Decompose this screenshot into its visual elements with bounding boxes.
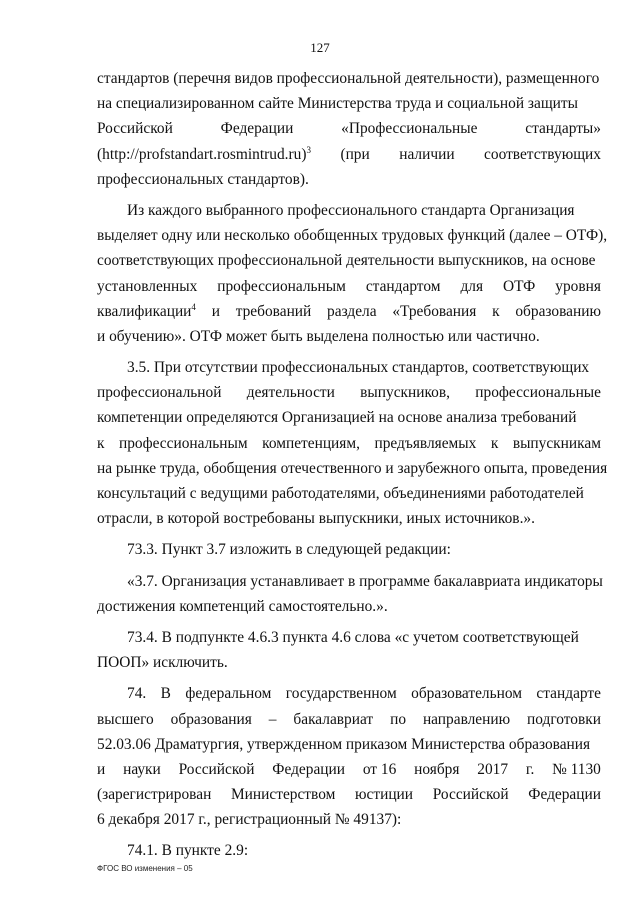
text-word: «Профессиональные bbox=[341, 120, 478, 138]
text-word: стандарте bbox=[536, 685, 601, 703]
text-word: профессиональным bbox=[118, 434, 248, 452]
text-word: государственном bbox=[285, 685, 397, 703]
text-word-with-footnote bbox=[97, 299, 196, 324]
text-word: отрасли, в которой востребованы выпускники, иных источников.». bbox=[97, 510, 535, 528]
text-line bbox=[97, 198, 601, 223]
text-word: (http://profstandart.rosmintrud.ru) bbox=[97, 145, 307, 163]
text-line bbox=[97, 481, 601, 506]
text-line bbox=[97, 91, 601, 116]
text-word: к bbox=[492, 302, 500, 320]
text-word: 73.4. В подпункте 4.6.3 пункта 4.6 слова «с учетом соответствующей bbox=[127, 628, 579, 646]
text-line bbox=[97, 732, 601, 757]
text-word: на рынке труда, обобщения отечественного и зарубежного опыта, проведения bbox=[97, 459, 608, 477]
text-word: 2017 bbox=[477, 760, 509, 778]
text-word: 73.3. Пункт 3.7 изложить в следующей редакции: bbox=[127, 541, 451, 559]
text-word: раздела bbox=[327, 302, 377, 320]
text-word: наличии bbox=[399, 145, 455, 163]
footnote-marker: 4 bbox=[191, 301, 196, 312]
text-word: установленных bbox=[97, 277, 198, 295]
text-word: бакалавриат bbox=[293, 710, 374, 728]
text-line bbox=[97, 142, 601, 167]
text-word: образовательном bbox=[411, 685, 522, 703]
text-word: г. bbox=[525, 760, 535, 778]
text-line bbox=[97, 506, 601, 531]
text-word: уровня bbox=[555, 277, 601, 295]
text-word: и обучению». ОТФ может быть выделена полностью или частично. bbox=[97, 327, 540, 345]
text-word: по bbox=[390, 710, 407, 728]
text-word: Федерации bbox=[272, 760, 345, 778]
text-word: образованию bbox=[515, 302, 601, 320]
text-line bbox=[97, 223, 608, 248]
text-word: подготовки bbox=[527, 710, 601, 728]
text-word: стандарты» bbox=[525, 120, 601, 138]
text-word: ПООП» исключить. bbox=[97, 654, 228, 672]
text-word: (зарегистрирован bbox=[97, 786, 212, 804]
text-word: федеральном bbox=[185, 685, 272, 703]
text-word: – bbox=[268, 710, 277, 728]
text-word: Российской bbox=[178, 760, 255, 778]
text-line bbox=[97, 405, 601, 430]
text-word: достижения компетенций самостоятельно.». bbox=[97, 597, 388, 615]
text-word: профессиональных стандартов). bbox=[97, 170, 309, 188]
text-word: «3.7. Организация устанавливает в программе бакалавриата индикаторы bbox=[127, 572, 603, 590]
text-line bbox=[97, 299, 601, 324]
text-word: № 1130 bbox=[552, 760, 601, 778]
text-line bbox=[97, 324, 601, 349]
text-word: высшего bbox=[97, 710, 154, 728]
text-line bbox=[97, 66, 601, 91]
text-word: выпускникам bbox=[512, 434, 601, 452]
text-line bbox=[97, 274, 601, 299]
footnote-marker: 3 bbox=[306, 144, 311, 155]
text-line bbox=[97, 650, 601, 675]
text-word: и bbox=[97, 760, 106, 778]
text-word: образования bbox=[170, 710, 252, 728]
page-number: 127 bbox=[310, 40, 330, 55]
text-word: ноября bbox=[414, 760, 460, 778]
text-word: 3.5. При отсутствии профессиональных стандартов, соответствующих bbox=[127, 359, 590, 377]
text-word: компетенциям, bbox=[262, 434, 360, 452]
text-word: Федерации bbox=[528, 786, 601, 804]
text-line bbox=[97, 625, 601, 650]
text-line bbox=[97, 569, 601, 594]
text-word: компетенции определяются Организацией на основе анализа требований bbox=[97, 409, 577, 427]
text-word-with-footnote bbox=[97, 142, 311, 167]
text-word: направлению bbox=[422, 710, 511, 728]
text-word: стандартов (перечня видов профессиональной деятельности), размещенного bbox=[97, 70, 600, 87]
text-word: (при bbox=[340, 145, 370, 163]
text-word: стандартом bbox=[365, 277, 441, 295]
text-line bbox=[97, 681, 601, 706]
text-word: Российской bbox=[97, 120, 173, 138]
footer-note: ФГОС ВО изменения – 05 bbox=[97, 864, 193, 873]
text-word: соответствующих bbox=[484, 145, 601, 163]
text-word: юстиции bbox=[355, 786, 414, 804]
text-word: квалификации bbox=[97, 302, 192, 320]
text-word: Российской bbox=[432, 786, 509, 804]
text-word: «Требования bbox=[392, 302, 477, 320]
text-word: науки bbox=[123, 760, 161, 778]
text-word: консультаций с ведущими работодателями, объединениями работодателей bbox=[97, 485, 584, 502]
text-word: профессиональной bbox=[97, 384, 222, 402]
text-word: Федерации bbox=[220, 120, 294, 138]
text-word: выделяет одну или несколько обобщенных трудовых функций (далее – ОТФ), bbox=[97, 227, 608, 245]
text-word: от 16 bbox=[362, 760, 397, 778]
text-line bbox=[97, 380, 601, 405]
text-word: для bbox=[460, 277, 484, 295]
text-word: 6 декабря 2017 г., регистрационный № 49137): bbox=[97, 811, 402, 829]
text-line bbox=[97, 707, 601, 732]
text-line bbox=[97, 757, 601, 782]
text-word: соответствующих профессиональной деятельности выпускников, на основе bbox=[97, 252, 596, 270]
text-line bbox=[97, 537, 601, 562]
text-word: 52.03.06 Драматургия, утвержденном приказом Министерства образования bbox=[97, 735, 591, 753]
text-line bbox=[97, 807, 601, 832]
text-word: предъявляемых bbox=[374, 434, 477, 452]
text-line bbox=[97, 431, 601, 456]
text-word: на специализированном сайте Министерства труда и социальной защиты bbox=[97, 95, 578, 113]
text-line bbox=[97, 116, 601, 141]
text-word: требований bbox=[235, 302, 312, 320]
text-word: Министерством bbox=[231, 786, 336, 804]
text-word: деятельности bbox=[246, 384, 335, 402]
text-word: и bbox=[211, 302, 220, 320]
text-word: к bbox=[97, 434, 105, 452]
text-line bbox=[97, 355, 601, 380]
document-body bbox=[97, 66, 608, 864]
text-word: к bbox=[490, 434, 499, 452]
text-word: В bbox=[160, 685, 171, 703]
text-line bbox=[97, 782, 601, 807]
text-line bbox=[97, 248, 601, 273]
text-word: выпускников, bbox=[360, 384, 450, 402]
text-word: профессиональным bbox=[217, 277, 346, 295]
text-word: 74.1. В пункте 2.9: bbox=[127, 842, 249, 860]
text-line bbox=[97, 594, 601, 619]
text-word: профессиональные bbox=[475, 384, 601, 402]
text-word: 74. bbox=[127, 685, 147, 703]
text-word: ОТФ bbox=[502, 277, 536, 295]
text-line bbox=[97, 456, 608, 481]
text-word: Из каждого выбранного профессионального стандарта Организация bbox=[127, 201, 575, 219]
text-line bbox=[97, 167, 601, 192]
text-line bbox=[97, 838, 601, 863]
